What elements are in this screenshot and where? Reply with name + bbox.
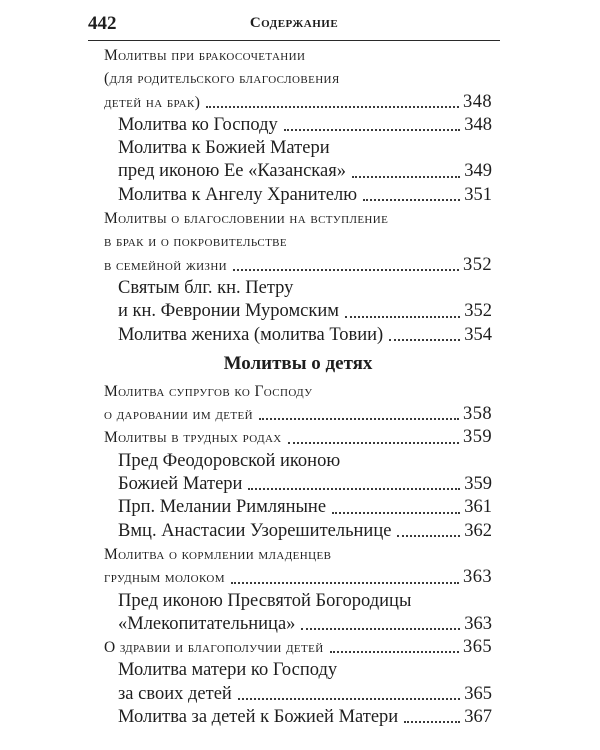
entry-text-line: Пред Феодоровской иконою (118, 450, 341, 471)
entry-page-number: 348 (464, 114, 492, 135)
dot-leader (238, 697, 460, 700)
entry-text-line: Прп. Мелании Римляныне (118, 497, 327, 518)
entry-text-line: Молитва жениха (молитва Товии) (118, 324, 384, 345)
toc-entry-breastfeeding[interactable] (104, 543, 492, 590)
entry-text-line: в брак и о покровительстве (104, 233, 288, 251)
dot-leader (363, 198, 460, 201)
entry-page-number: 352 (463, 254, 492, 275)
entry-text-line: Пред иконою Пресвятой Богородицы (118, 590, 412, 611)
entry-text-line: О здравии и благополучии детей (104, 639, 324, 657)
dot-leader (404, 720, 460, 723)
entry-page-number: 354 (464, 324, 492, 345)
entry-page-number: 349 (464, 161, 492, 182)
dot-leader (259, 417, 459, 420)
entry-text-line: Молитва к Ангелу Хранителю (118, 184, 358, 205)
toc-entry-children-health[interactable] (104, 636, 492, 659)
entry-text-line: «Млекопитательница» (118, 613, 296, 634)
toc-entry-prayer-kazan-icon[interactable] (104, 137, 492, 184)
entry-text-line: Молитва к Божией Матери (118, 138, 330, 159)
section-heading: Молитвы о детях (223, 352, 373, 374)
dot-leader (233, 268, 459, 271)
toc-entry-anastasia[interactable] (104, 520, 492, 543)
toc-entry-spouses-prayer[interactable] (104, 380, 492, 427)
entry-text-line: Вмц. Анастасии Узорешительнице (118, 520, 392, 541)
entry-page-number: 352 (464, 301, 492, 322)
running-title: Содержание (249, 15, 339, 31)
entry-page-number: 363 (463, 567, 492, 588)
dot-leader (332, 511, 460, 514)
toc-entry-difficult-birth[interactable] (104, 426, 492, 449)
entry-page-number: 362 (464, 520, 492, 541)
entry-text-line: Молитва матери ко Господу (118, 660, 338, 681)
dot-leader (248, 487, 460, 490)
dot-leader (231, 581, 459, 584)
dot-leader (397, 534, 460, 537)
dot-leader (330, 650, 459, 653)
toc-entry-mother-prayer[interactable] (104, 659, 492, 706)
toc-entry-children-theotokos[interactable] (104, 706, 492, 729)
entry-text-line: грудным молоком (104, 569, 225, 587)
entry-text-line: Молитва супругов ко Господу (104, 382, 313, 400)
entry-text-line: Молитва о кормлении младенцев (104, 545, 332, 563)
entry-page-number: 358 (463, 404, 492, 425)
toc-entry-peter-fevronia[interactable] (104, 277, 492, 324)
entry-page-number: 363 (464, 613, 492, 634)
toc-entry-mlekopitatelnitsa[interactable] (104, 590, 492, 637)
entry-text-line: пред иконою Ее «Казанская» (118, 161, 346, 182)
entry-page-number: 367 (464, 707, 492, 728)
entry-page-number: 361 (464, 497, 492, 518)
dot-leader (284, 128, 461, 131)
toc-entry-blessing-marriage[interactable] (104, 207, 492, 277)
entry-text-line: (для родительского благословения (104, 70, 340, 88)
page-header (88, 12, 500, 41)
dot-leader (301, 627, 460, 630)
entry-text-line: Молитва за детей к Божией Матери (118, 707, 399, 728)
dot-leader (345, 315, 460, 318)
dot-leader (288, 441, 459, 444)
toc-entry-feodorovskaya-icon[interactable] (104, 450, 492, 497)
toc-entry-groom-prayer[interactable] (104, 324, 492, 347)
entry-text-line: и кн. Февронии Муромским (118, 301, 339, 322)
entry-text-line: за своих детей (118, 683, 232, 704)
entry-text-line: Божией Матери (118, 474, 243, 495)
table-of-contents (104, 44, 492, 729)
entry-page-number: 351 (464, 184, 492, 205)
entry-text-line: Молитвы в трудных родах (104, 429, 282, 447)
toc-entry-marriage-prayers[interactable] (104, 44, 492, 114)
dot-leader (352, 175, 460, 178)
entry-page-number: 348 (463, 91, 492, 112)
entry-text-line: Молитвы о благословении на вступление (104, 210, 389, 228)
entry-text-line: в семейной жизни (104, 256, 228, 274)
dot-leader (389, 338, 460, 341)
entry-text-line: детей на брак) (104, 93, 201, 111)
entry-page-number: 365 (463, 637, 492, 658)
entry-text-line: Молитвы при бракосочетании (104, 47, 306, 64)
toc-entry-melania[interactable] (104, 496, 492, 519)
entry-text-line: о даровании им детей (104, 406, 253, 424)
entry-text-line: Молитва ко Господу (118, 114, 278, 135)
toc-entry-prayer-to-lord[interactable] (104, 114, 492, 137)
entry-page-number: 359 (464, 474, 492, 495)
dot-leader (206, 105, 459, 108)
entry-page-number: 359 (463, 427, 492, 448)
toc-entry-guardian-angel[interactable] (104, 184, 492, 207)
entry-page-number: 365 (464, 683, 492, 704)
page-number: 442 (88, 13, 117, 34)
entry-text-line: Святым блг. кн. Петру (118, 277, 294, 298)
